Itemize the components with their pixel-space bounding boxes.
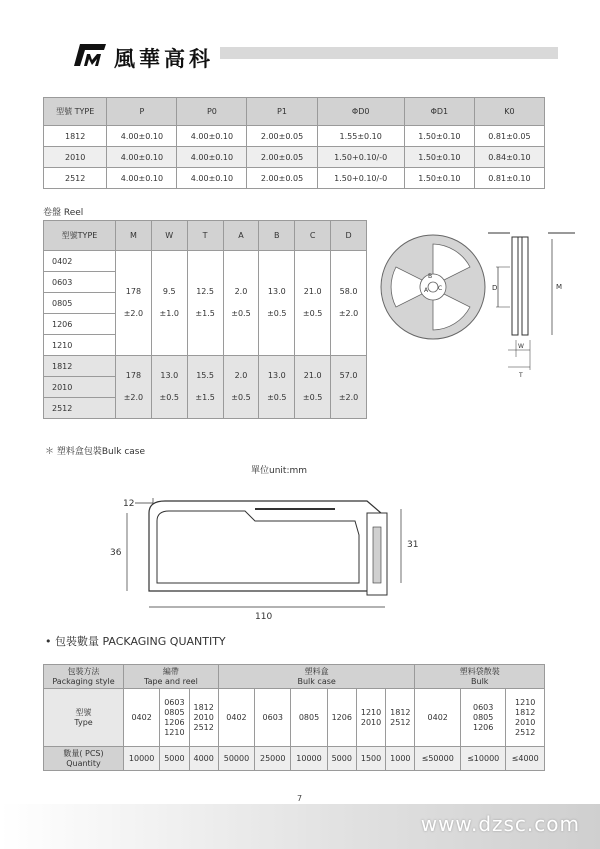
header-cell: ΦD0 [317, 98, 404, 126]
value-main: 13.0 [160, 371, 179, 380]
value-cell [259, 251, 295, 356]
table-cell: 1812 2512 [386, 689, 415, 747]
label-m: M [556, 283, 563, 291]
table-cell: 1210 2010 [356, 689, 385, 747]
table-cell: 0805 [291, 689, 327, 747]
table-cell: 1210 1812 2010 2512 [506, 689, 545, 747]
table-cell: 1.50±0.10 [404, 126, 474, 147]
table-cell: 0402 [218, 689, 254, 747]
dim-left: 36 [110, 548, 122, 558]
table-cell: 5000 [160, 747, 189, 771]
type-cell: 0603 [44, 272, 116, 293]
table-header-row [44, 98, 545, 126]
table-row [44, 356, 367, 377]
reel-table [43, 220, 367, 419]
table-header-row [44, 221, 367, 251]
table-cell: 0402 [415, 689, 460, 747]
table-cell: ≤4000 [506, 747, 545, 771]
reel-side-diagram [480, 225, 580, 385]
value-main: 2.0 [234, 371, 248, 380]
table-cell: 1812 2010 2512 [189, 689, 218, 747]
table-cell: 0.84±0.10 [474, 147, 544, 168]
value-cell [223, 251, 259, 356]
table-cell: 4.00±0.10 [107, 168, 177, 189]
header-cell: K0 [474, 98, 544, 126]
value-cell [259, 356, 295, 419]
table-cell: ≤50000 [415, 747, 460, 771]
header-cell: 型號 TYPE [44, 98, 107, 126]
header-cell: P0 [177, 98, 247, 126]
table-row [44, 251, 367, 272]
value-main: 2.0 [234, 287, 248, 296]
row-label-cn: 型號 [75, 707, 92, 717]
label-a: A [424, 287, 429, 294]
table-cell: 2010 [44, 147, 107, 168]
header-cn: 塑料袋散裝 [459, 666, 500, 676]
header-cell: M [116, 221, 152, 251]
label-t: T [519, 372, 523, 379]
table-cell: 0603 0805 1206 [460, 689, 505, 747]
header-cell: W [151, 221, 187, 251]
value-cell [331, 251, 367, 356]
table-cell: 10000 [124, 747, 160, 771]
packaging-title: • 包裝數量 PACKAGING QUANTITY [45, 635, 226, 648]
header-cell: ΦD1 [404, 98, 474, 126]
row-label [44, 689, 124, 747]
table-cell: 1206 [327, 689, 356, 747]
table-row [44, 689, 545, 747]
value-main: 21.0 [303, 287, 322, 296]
value-main: 57.0 [339, 371, 358, 380]
value-tol: ±0.5 [302, 309, 323, 318]
value-main: 13.0 [267, 371, 286, 380]
label-w: W [518, 343, 524, 350]
header-cell: T [187, 221, 223, 251]
dim-top: 12 [123, 499, 135, 509]
table-cell: 5000 [327, 747, 356, 771]
table-cell: 4.00±0.10 [177, 168, 247, 189]
value-main: 178 [125, 371, 142, 380]
value-tol: ±0.5 [267, 393, 287, 402]
unit-label: 單位unit:mm [251, 466, 308, 476]
value-tol: ±2.0 [338, 393, 359, 402]
value-tol: ±0.5 [231, 393, 251, 402]
value-tol: ±2.0 [123, 309, 144, 318]
header-cell [218, 665, 415, 689]
value-main: 21.0 [303, 371, 322, 380]
table-cell: 0.81±0.05 [474, 126, 544, 147]
row-label [44, 747, 124, 771]
value-cell [187, 356, 223, 419]
header-cell: B [259, 221, 295, 251]
type-cell: 2512 [44, 398, 116, 419]
table-cell: 2.00±0.05 [247, 147, 317, 168]
value-main: 58.0 [339, 287, 358, 296]
value-cell [151, 356, 187, 419]
value-tol: ±1.5 [195, 393, 215, 402]
value-main: 15.5 [196, 371, 215, 380]
table-row [44, 168, 545, 189]
value-main: 178 [125, 287, 142, 296]
table-cell: 1.50+0.10/-0 [317, 147, 404, 168]
reel-title: 卷盤 Reel [43, 208, 84, 218]
table-row [44, 747, 545, 771]
value-main: 9.5 [162, 287, 176, 296]
row-label-cn: 數量( PCS) [63, 748, 104, 758]
table-cell: 2.00±0.05 [247, 168, 317, 189]
header-cell: 型號TYPE [44, 221, 116, 251]
table-cell: 1.50±0.10 [404, 147, 474, 168]
value-cell [116, 251, 152, 356]
value-tol: ±0.5 [159, 393, 179, 402]
header-cell [124, 665, 219, 689]
value-tol: ±1.5 [195, 309, 215, 318]
table-cell: 4.00±0.10 [107, 126, 177, 147]
header-cell: P1 [247, 98, 317, 126]
table-cell: 1.55±0.10 [317, 126, 404, 147]
value-cell [116, 356, 152, 419]
header-cell: D [331, 221, 367, 251]
value-tol: ±0.5 [267, 309, 287, 318]
value-main: 12.5 [196, 287, 215, 296]
table-cell: 0.81±0.10 [474, 168, 544, 189]
label-b: B [428, 273, 433, 280]
value-tol: ±2.0 [123, 393, 144, 402]
table-cell: 4.00±0.10 [177, 126, 247, 147]
row-label-en: Quantity [66, 758, 101, 768]
table-cell: 1.50±0.10 [404, 168, 474, 189]
value-tol: ±0.5 [302, 393, 323, 402]
table-cell: 4.00±0.10 [107, 147, 177, 168]
header-en: Tape and reel [144, 676, 198, 686]
table-row [44, 147, 545, 168]
value-main: 13.0 [267, 287, 286, 296]
label-c: C [438, 285, 443, 292]
page-number: 7 [297, 794, 303, 803]
company-logo [70, 44, 106, 66]
table-cell: 1000 [386, 747, 415, 771]
header-en: Bulk [471, 676, 489, 686]
table-cell: 1.50+0.10/-0 [317, 168, 404, 189]
value-cell [295, 356, 331, 419]
value-tol: ±1.0 [159, 309, 179, 318]
header-bar [220, 47, 558, 59]
table-cell: 0402 [124, 689, 160, 747]
header-cell [44, 665, 124, 689]
header-en: Packaging style [52, 676, 115, 686]
type-cell: 1812 [44, 356, 116, 377]
value-tol: ±0.5 [231, 309, 251, 318]
value-cell [223, 356, 259, 419]
bulk-title: ＊ 塑料盒包裝Bulk case [45, 447, 146, 457]
bulk-case-diagram [105, 495, 435, 625]
table-cell: 0603 [255, 689, 291, 747]
table-cell: 2512 [44, 168, 107, 189]
dim-right: 31 [407, 540, 419, 550]
table-cell: 25000 [255, 747, 291, 771]
value-cell [187, 251, 223, 356]
type-cell: 1210 [44, 335, 116, 356]
table-cell: 1500 [356, 747, 385, 771]
header-cell [415, 665, 545, 689]
table-row [44, 126, 545, 147]
table-cell: 1812 [44, 126, 107, 147]
type-cell: 1206 [44, 314, 116, 335]
brand-name: 風華高科 [114, 47, 214, 71]
table-cell: ≤10000 [460, 747, 505, 771]
table-cell: 10000 [291, 747, 327, 771]
type-cell: 0402 [44, 251, 116, 272]
table-cell: 2.00±0.05 [247, 126, 317, 147]
row-label-en: Type [74, 717, 93, 727]
type-cell: 0805 [44, 293, 116, 314]
header-cell: C [295, 221, 331, 251]
table-cell: 0603 0805 1206 1210 [160, 689, 189, 747]
value-cell [331, 356, 367, 419]
watermark: www.dzsc.com [420, 812, 580, 836]
header-en: Bulk case [297, 676, 336, 686]
value-cell [295, 251, 331, 356]
dim-bottom: 110 [255, 612, 273, 622]
table-header-row [44, 665, 545, 689]
table-cell: 4.00±0.10 [177, 147, 247, 168]
header-cell: A [223, 221, 259, 251]
header-cn: 包裝方法 [67, 666, 100, 676]
value-tol: ±2.0 [338, 309, 359, 318]
tape-dimension-table [43, 97, 545, 189]
packaging-table [43, 664, 545, 771]
value-cell [151, 251, 187, 356]
table-cell: 4000 [189, 747, 218, 771]
type-cell: 2010 [44, 377, 116, 398]
reel-front-diagram [378, 232, 488, 342]
table-cell: 50000 [218, 747, 254, 771]
label-d: D [492, 284, 498, 292]
header-cn: 編帶 [162, 666, 179, 676]
header-cn: 塑料盒 [304, 666, 329, 676]
header-cell: P [107, 98, 177, 126]
